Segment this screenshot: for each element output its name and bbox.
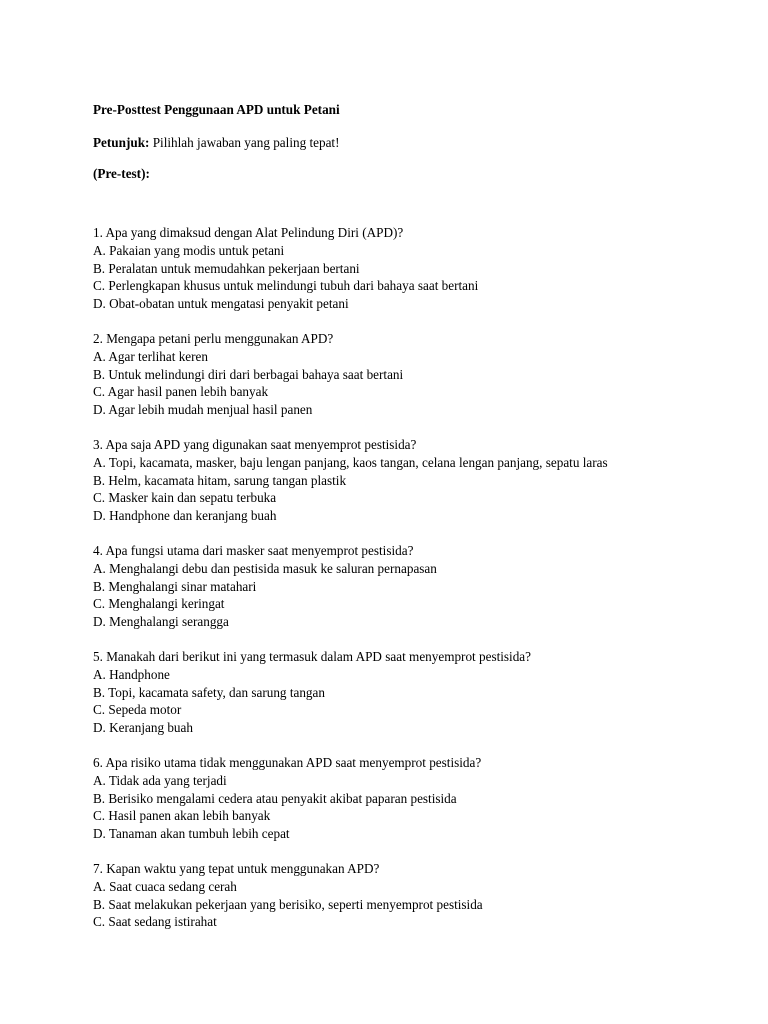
question-item (93, 224, 733, 313)
question-text: 5. Manakah dari berikut ini yang termasuk dalam APD saat menyemprot pestisida? (93, 649, 532, 665)
section-label: (Pre-test): (93, 166, 150, 182)
answer-option: C. Masker kain dan sepatu terbuka (93, 490, 277, 506)
answer-option: A. Menghalangi debu dan pestisida masuk ke saluran pernapasan (93, 560, 437, 576)
answer-option: A. Handphone (93, 666, 170, 682)
question-item (93, 542, 733, 631)
answer-option: B. Menghalangi sinar matahari (93, 578, 257, 594)
answer-option: C. Saat sedang istirahat (93, 914, 217, 930)
question-text: 7. Kapan waktu yang tepat untuk menggunakan APD? (93, 861, 380, 877)
answer-option: D. Keranjang buah (93, 719, 193, 735)
answer-option: C. Menghalangi keringat (93, 596, 225, 612)
question-list (93, 224, 733, 931)
answer-option: C. Perlengkapan khusus untuk melindungi tubuh dari bahaya saat bertani (93, 278, 479, 294)
answer-option: C. Sepeda motor (93, 702, 182, 718)
question-text: 3. Apa saja APD yang digunakan saat menyemprot pestisida? (93, 437, 417, 453)
question-text: 1. Apa yang dimaksud dengan Alat Pelindung Diri (APD)? (93, 225, 404, 241)
answer-option: D. Agar lebih mudah menjual hasil panen (93, 401, 313, 417)
answer-option: A. Saat cuaca sedang cerah (93, 878, 237, 894)
question-item (93, 436, 733, 525)
question-item (93, 754, 733, 843)
instruction-line (93, 134, 733, 152)
instruction-text: Pilihlah jawaban yang paling tepat! (149, 134, 340, 150)
question-text: 2. Mengapa petani perlu menggunakan APD? (93, 331, 334, 347)
document-content (93, 101, 733, 949)
answer-option: B. Untuk melindungi diri dari berbagai bahaya saat bertani (93, 366, 404, 382)
answer-option: B. Saat melakukan pekerjaan yang berisiko, seperti menyemprot pestisida (93, 896, 483, 912)
answer-option: B. Helm, kacamata hitam, sarung tangan plastik (93, 472, 347, 488)
instruction-label: Petunjuk: (93, 134, 150, 150)
answer-option: C. Hasil panen akan lebih banyak (93, 808, 271, 824)
answer-option: D. Menghalangi serangga (93, 613, 229, 629)
answer-option: D. Handphone dan keranjang buah (93, 507, 277, 523)
question-item (93, 330, 733, 419)
question-text: 4. Apa fungsi utama dari masker saat menyemprot pestisida? (93, 543, 414, 559)
answer-option: C. Agar hasil panen lebih banyak (93, 384, 269, 400)
answer-option: D. Obat-obatan untuk mengatasi penyakit petani (93, 295, 349, 311)
question-item (93, 648, 733, 737)
answer-option: A. Agar terlihat keren (93, 348, 208, 364)
answer-option: A. Tidak ada yang terjadi (93, 772, 227, 788)
answer-option: A. Pakaian yang modis untuk petani (93, 242, 285, 258)
question-item (93, 860, 733, 931)
answer-option: B. Peralatan untuk memudahkan pekerjaan bertani (93, 260, 360, 276)
answer-option: A. Topi, kacamata, masker, baju lengan panjang, kaos tangan, celana lengan panjang, sepatu laras (93, 454, 608, 470)
answer-option: B. Topi, kacamata safety, dan sarung tangan (93, 684, 325, 700)
answer-option: B. Berisiko mengalami cedera atau penyakit akibat paparan pestisida (93, 790, 457, 806)
question-text: 6. Apa risiko utama tidak menggunakan APD saat menyemprot pestisida? (93, 755, 482, 771)
answer-option: D. Tanaman akan tumbuh lebih cepat (93, 826, 290, 841)
document-title: Pre-Posttest Penggunaan APD untuk Petani (93, 102, 340, 117)
